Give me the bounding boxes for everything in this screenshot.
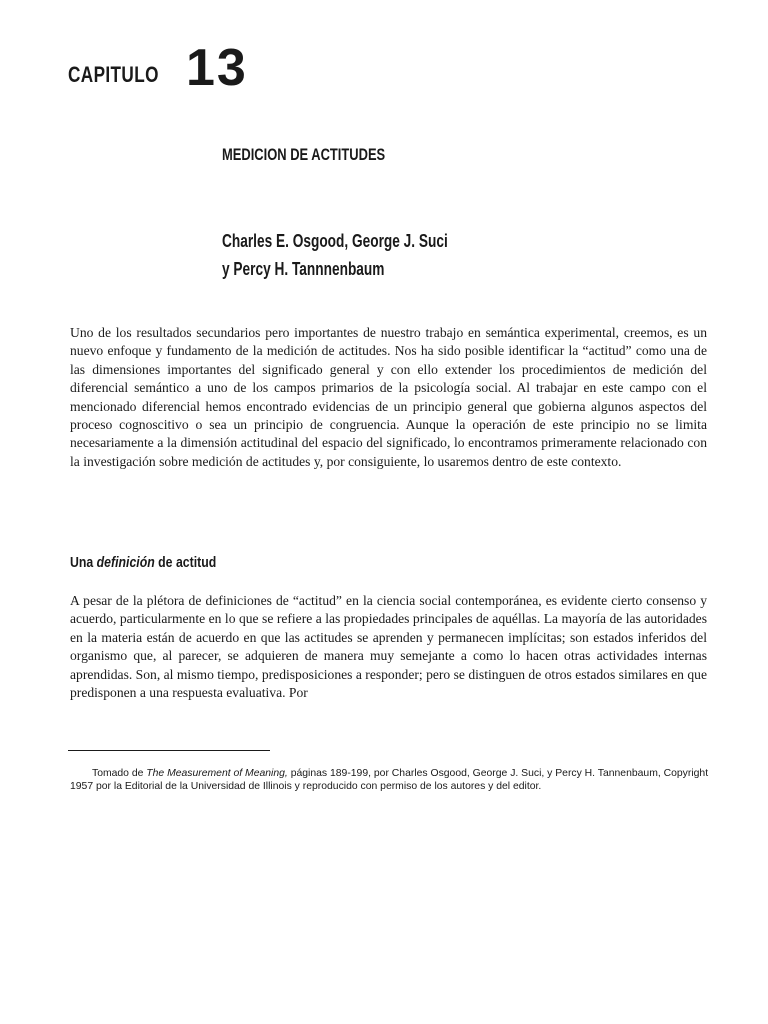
- chapter-label: CAPITULO: [68, 62, 159, 87]
- footnote-rule: [68, 750, 270, 751]
- footnote-part-3: páginas 189-199, por Charles Osgood, George J. Suci, y Percy H. Tannenbaum, Copyright 1957 por la Editorial de la Universidad de Illinois y reproducido con permiso de los autores y del editor.: [70, 768, 709, 793]
- chapter-number: 13: [186, 39, 248, 97]
- authors: [222, 227, 448, 283]
- section-heading-part-1: Una: [70, 554, 97, 571]
- authors-line-2: y Percy H. Tannnenbaum: [222, 259, 385, 279]
- article-title: MEDICION DE ACTITUDES: [222, 145, 386, 164]
- footnote: [70, 767, 710, 793]
- footnote-part-1: Tomado de: [92, 768, 147, 779]
- section-heading: [70, 554, 216, 571]
- body-paragraph-1: Uno de los resultados secundarios pero importantes de nuestro trabajo en semántica experimental, creemos, es un nuevo enfoque y fundamento de la medición de actitudes. Nos ha sido posible identificar la “actitud” como una de las dimensiones importantes del significado general y con ello extender los procedimientos de medición del diferencial semántico a uno de los campos primarios de la psicología social. Al trabajar en este campo con el mencionado diferencial hemos encontrado evidencias de un principio general que gobierna algunos aspectos del proceso cognoscitivo o sea un principio de congruencia. Aunque la operación de este principio no se limita necesariamente a la dimensión actitudinal del espacio del significado, lo encontramos primeramente relacionado con la investigación sobre medición de actitudes y, por consiguiente, lo usaremos dentro de este contexto.: [70, 325, 707, 469]
- section-heading-part-3: de actitud: [154, 554, 217, 571]
- footnote-book-title: The Measurement of Meaning,: [146, 768, 288, 779]
- section-heading-part-2: definición: [96, 554, 155, 571]
- body-paragraph-2: A pesar de la plétora de definiciones de “actitud” en la ciencia social contemporánea, es evidente cierto consenso y acuerdo, particularmente en lo que se refiere a las propiedades principales de aquéllas. La mayoría de las autoridades en la materia están de acuerdo en que las actitudes se aprenden y permanecen implícitas; son estados inferidos del organismo que, al parecer, se adquieren de manera muy semejante a como lo hacen otras actividades internas aprendidas. Son, al mismo tiempo, predisposiciones a responder; pero se distinguen de otros estados similares en que predisponen a una respuesta evaluativa. Por: [70, 593, 707, 701]
- authors-line-1: Charles E. Osgood, George J. Suci: [222, 231, 448, 251]
